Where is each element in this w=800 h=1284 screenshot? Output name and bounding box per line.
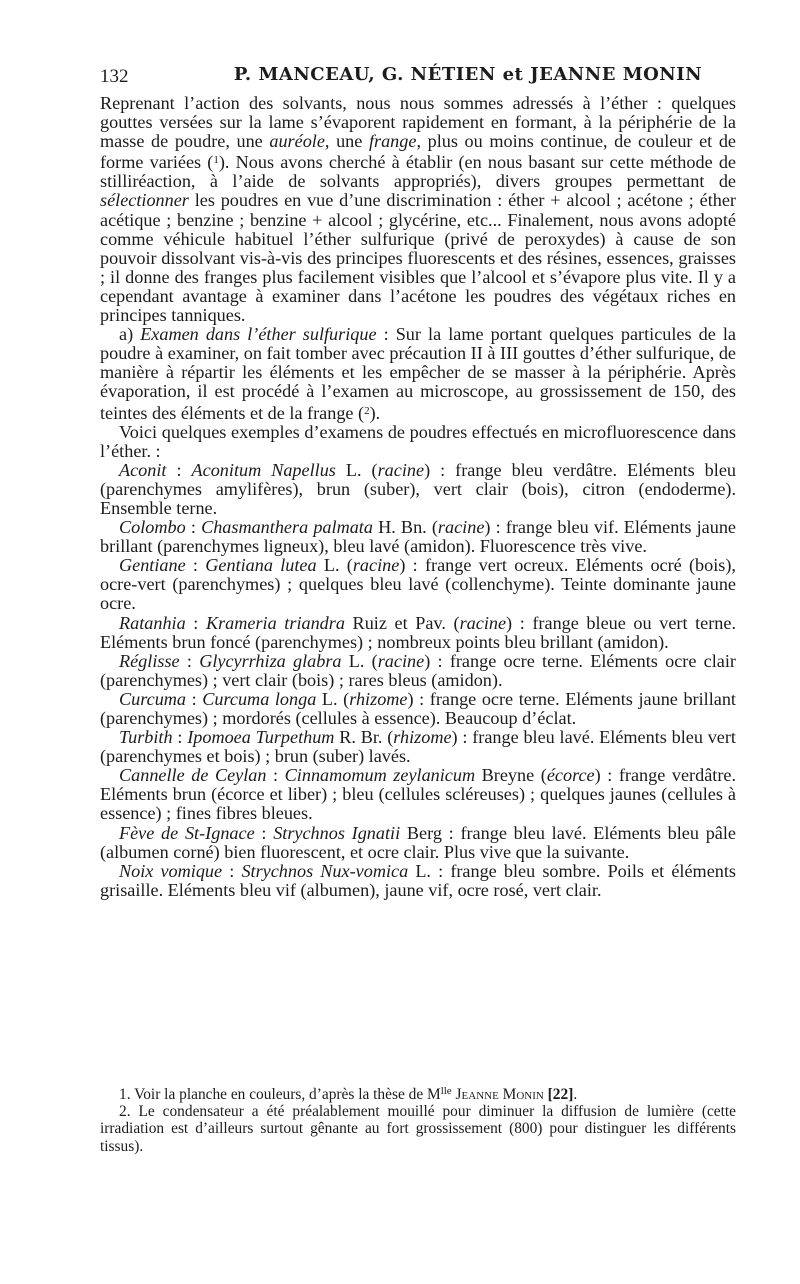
paragraph-examen: a) Examen dans l’éther sulfurique : Sur la lame portant quelques particules de la poudre à examiner, on fait tomber avec précaution II à III gouttes d’éther sulfurique, de manière à répartir les éléments et les empêcher de se masser à la périphérie. Après évaporation, il est procédé à l’examen au microscope, au grossissement de 150, des teintes des éléments et de la frange ($^2$). [100, 324, 736, 423]
entry-species: Chasmanthera palmata [201, 517, 373, 538]
entry-species: Ipomoea Turpethum [187, 727, 335, 748]
entry-name: Turbith [119, 727, 173, 748]
citation-ref: [22] [547, 1086, 574, 1103]
entry-name: Gentiane [119, 555, 186, 576]
entry-ratanhia: Ratanhia : Krameria triandra Ruiz et Pav. (racine) : frange bleue ou vert terne. Eléments brun foncé (parenchymes) ; nombreux points bleu brillant (amidon). [100, 612, 737, 652]
body-text [100, 94, 736, 900]
entry-part: racine [377, 650, 425, 671]
entry-species: Krameria triandra [205, 612, 345, 633]
entry-species: Curcuma longa [202, 688, 317, 709]
entry-name: Fève de St-Ignace [119, 822, 255, 843]
page-header [100, 60, 736, 96]
entry-feve: Fève de St-Ignace : Strychnos Ignatii Berg : frange bleu lavé. Eléments bleu pâle (albumen corné) bien fluorescent, et ocre clair. Plus vive que la suivante. [100, 822, 736, 862]
entry-species: Strychnos Ignatii [273, 822, 401, 843]
entry-species: Aconitum Napellus [191, 459, 336, 480]
entry-name: Colombo [119, 517, 186, 538]
entry-part: rhizome [349, 688, 408, 709]
entry-reglisse: Réglisse : Glycyrrhiza glabra L. (racine) : frange ocre terne. Eléments ocre clair (parenchymes) ; vert clair (bois) ; rares bleus (amidon). [100, 650, 736, 690]
entry-name: Aconit [119, 459, 167, 480]
entry-species: Gentiana lutea [205, 555, 317, 576]
running-head: P. MANCEAU, G. NÉTIEN et JEANNE MONIN [233, 64, 703, 85]
entry-aconit: Aconit : Aconitum Napellus L. (racine) : frange bleu verdâtre. Eléments bleu (parenchymes amylifères), brun (suber), vert clair (bois), citron (endoderme). Ensemble terne. [100, 459, 736, 518]
entry-gentiane: Gentiane : Gentiana lutea L. (racine) : frange vert ocreux. Eléments ocré (bois), ocre-vert (parenchymes) ; quelques bleu lavé (collenchyme). Teinte dominante jaune ocre. [100, 555, 736, 614]
entry-part: racine [377, 459, 425, 480]
entry-part: rhizome [393, 727, 452, 748]
entry-name: Noix vomique [119, 860, 223, 881]
page-number: 132 [100, 66, 129, 87]
term-frange: frange [368, 131, 417, 152]
footnote-1: 1. Voir la planche en couleurs, d’après la thèse de M$^{lle}$ Jeanne Monin [22]. [119, 1085, 578, 1103]
footnote-ref-2: 2 [364, 404, 370, 417]
entry-name: Cannelle de Ceylan [119, 765, 267, 786]
footnote-2: 2. Le condensateur a été préalablement mouillé pour diminuer la diffusion de lumière (cette irradiation est d’ailleurs surtout gênante au fort grossissement (800) pour distinguer les différents tissus). [100, 1103, 736, 1155]
entry-curcuma: Curcuma : Curcuma longa L. (rhizome) : frange ocre terne. Eléments jaune brillant (parenchymes) ; mordorés (cellules à essence). Beaucoup d’éclat. [100, 688, 736, 728]
term-selectionner: sélectionner [100, 190, 189, 211]
section-title-examen: Examen dans l’éther sulfurique [140, 324, 377, 345]
entry-part: racine [437, 517, 485, 538]
footnote-ref-1: 1 [213, 154, 219, 167]
footnotes [100, 1083, 736, 1155]
entry-part: écorce [546, 765, 595, 786]
entry-name: Réglisse [119, 650, 180, 671]
entry-name: Ratanhia [119, 612, 186, 633]
entry-noix-vomique: Noix vomique : Strychnos Nux-vomica L. : frange bleu sombre. Poils et éléments grisaille. Eléments bleu vif (albumen), jaune vif, ocre rosé, vert clair. [100, 860, 736, 900]
entry-species: Cinnamomum zeylanicum [284, 765, 476, 786]
entry-name: Curcuma [119, 688, 187, 709]
entry-turbith: Turbith : Ipomoea Turpethum R. Br. (rhizome) : frange bleu lavé. Eléments bleu vert (parenchymes et bois) ; brun (suber) lavés. [100, 727, 736, 767]
paragraph-voici: Voici quelques exemples d’examens de poudres effectués en microfluorescence dans l’éther. : [100, 421, 736, 461]
entry-cannelle: Cannelle de Ceylan : Cinnamomum zeylanicum Breyne (écorce) : frange verdâtre. Eléments brun (écorce et liber) ; bleu (cellules scléreuses) ; quelques jaunes (cellules à essence) ; fines fibres bleues. [100, 765, 736, 824]
entry-part: racine [459, 612, 507, 633]
term-aureole: auréole [269, 131, 325, 152]
paragraph-intro: Reprenant l’action des solvants, nous nous sommes adressés à l’éther : quelques gouttes versées sur la lame s’évaporent rapidement en formant, à la périphérie de la masse de poudre, une auréole, une frange, plus ou moins continue, de couleur et de forme variées ($^1$). Nous avons cherché à établir (en nous basant sur cette méthode de stilliréaction, à l’aide de solvants appropriés), divers groupes permettant de sélectionner les poudres en vue d’une discrimination : éther + alcool ; acétone ; éther acétique ; benzine ; benzine + alcool ; glycérine, etc... Finalement, nous avons adopté comme véhicule habituel l’éther sulfurique (privé de peroxydes) à cause de son pouvoir dissolvant vis-à-vis des principes fluorescents et des résines, essences, graisses ; il donne des franges plus facilement visibles que l’alcool et s’évapore plus vite. Il y a cependant avantage à examiner dans l’acétone les poudres des végétaux riches en principes tanniques. [100, 93, 736, 326]
entry-colombo: Colombo : Chasmanthera palmata H. Bn. (racine) : frange bleu vif. Eléments jaune brillant (parenchymes ligneux), bleu lavé (amidon). Fluorescence très vive. [100, 517, 736, 557]
entry-species: Glycyrrhiza glabra [199, 650, 342, 671]
entry-part: racine [352, 555, 400, 576]
entry-species: Strychnos Nux-vomica [241, 860, 409, 881]
